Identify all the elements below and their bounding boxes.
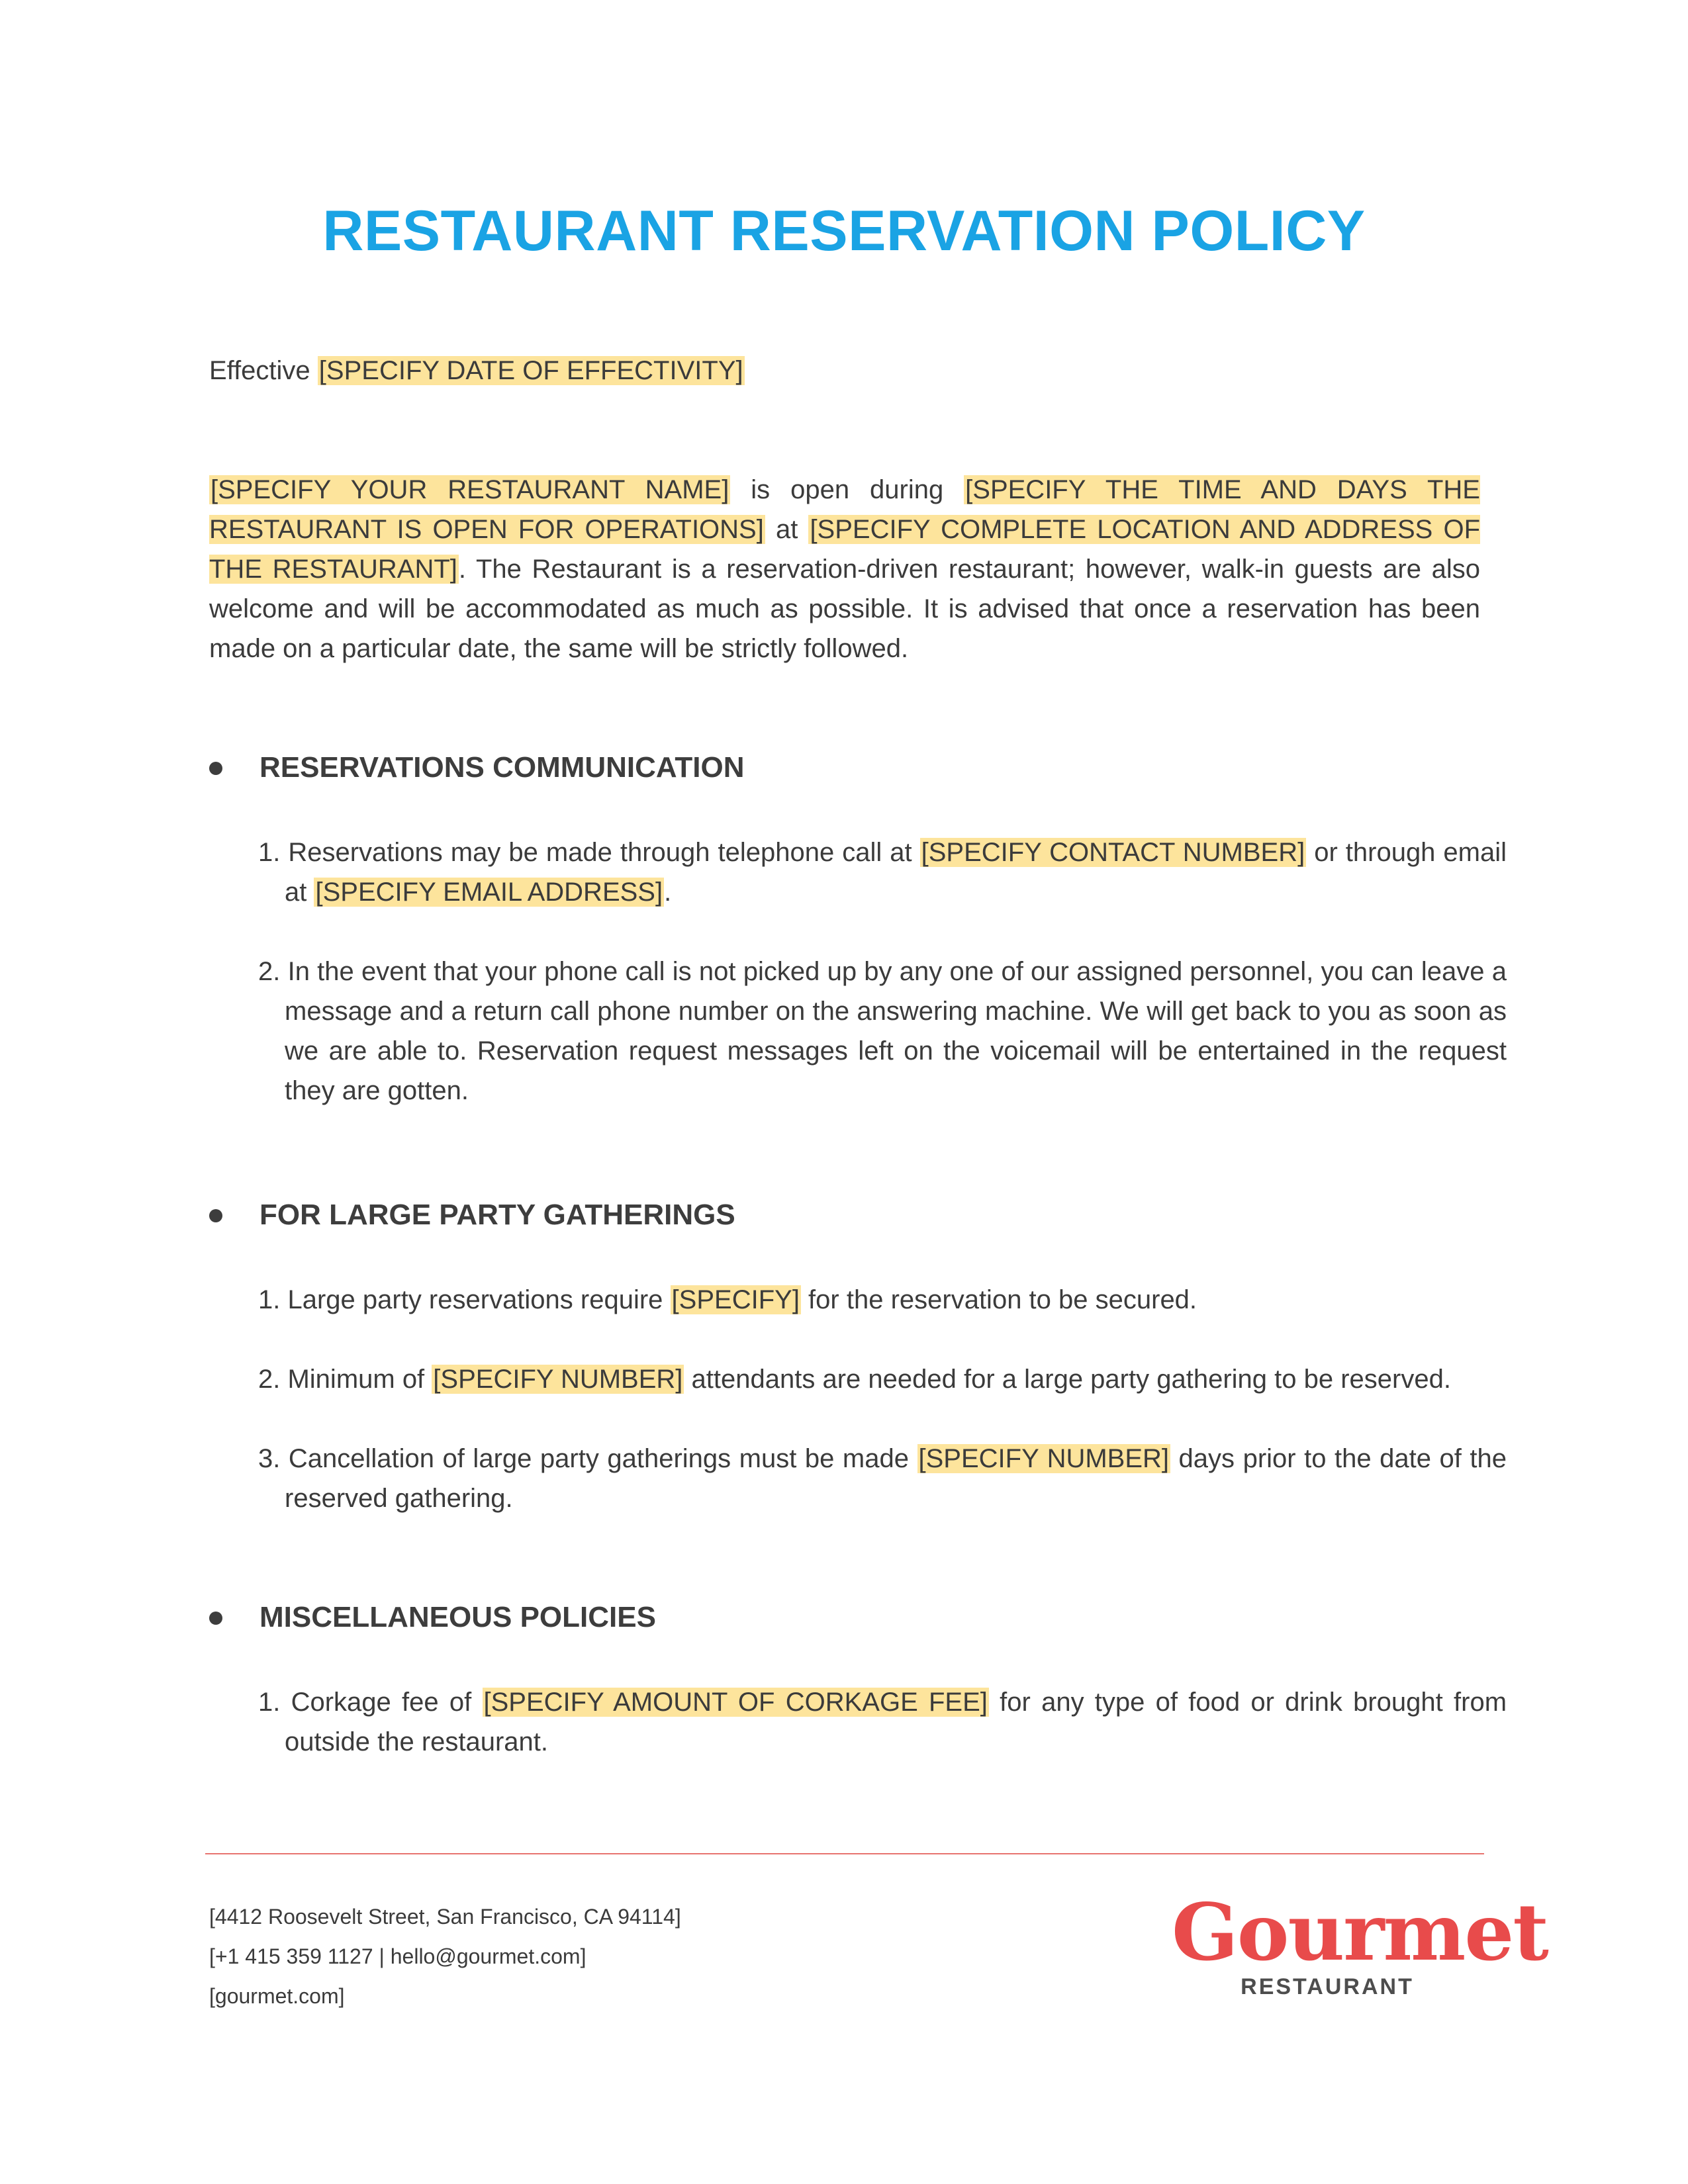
footer-contact-info — [209, 1897, 1004, 2016]
item-text: 1. Large party reservations require — [258, 1285, 671, 1314]
effective-date-placeholder: [SPECIFY DATE OF EFFECTIVITY] — [318, 356, 743, 385]
intro-text: at — [765, 515, 809, 544]
logo-subtitle: RESTAURANT — [1241, 1974, 1414, 1999]
item-text: for the reservation to be secured. — [800, 1285, 1197, 1314]
section-miscellaneous-policies — [209, 1598, 1507, 1762]
footer-contact: [+1 415 359 1127 | hello@gourmet.com] — [209, 1944, 586, 1968]
intro-text: . The Restaurant is a reservation-driven restaurant; however, walk-in guests are also welcome and will be accommodated as much as possible. It is advised that once a reservation has been made on a particular date, the same will be strictly followed. — [209, 555, 1480, 663]
list-item — [258, 1439, 1507, 1518]
section-heading-label: FOR LARGE PARTY GATHERINGS — [259, 1199, 735, 1231]
footer-address: [4412 Roosevelt Street, San Francisco, CA 94114] — [209, 1905, 681, 1929]
minimum-number-placeholder: [SPECIFY NUMBER] — [433, 1365, 683, 1394]
item-text: or through email at — [285, 838, 1507, 907]
list-item — [258, 1280, 1507, 1320]
gourmet-logo — [1172, 1886, 1548, 2009]
list-item — [258, 1359, 1507, 1399]
intro-paragraph — [209, 470, 1480, 668]
bullet-icon — [209, 1209, 222, 1222]
section-reservations-communication — [209, 748, 1507, 1111]
item-text: attendants are needed for a large party gathering to be reserved. — [684, 1365, 1451, 1394]
bullet-icon — [209, 1612, 222, 1625]
list-item — [258, 833, 1507, 912]
logo-wordmark: Gourmet — [1172, 1886, 1548, 1978]
item-text: 1. Reservations may be made through telephone call at — [258, 838, 920, 867]
requirement-placeholder: [SPECIFY] — [671, 1285, 800, 1314]
corkage-fee-placeholder: [SPECIFY AMOUNT OF CORKAGE FEE] — [483, 1688, 988, 1717]
section-heading-label: RESERVATIONS COMMUNICATION — [259, 751, 745, 784]
section-heading — [209, 1598, 1480, 1637]
section-large-party-gatherings — [209, 1195, 1507, 1518]
section-heading — [209, 1195, 1480, 1235]
effective-label: Effective — [209, 356, 318, 385]
list-item — [258, 952, 1507, 1111]
intro-text: is open during — [730, 475, 964, 504]
bullet-icon — [209, 762, 222, 775]
effective-date-line — [209, 351, 1480, 390]
section-heading-label: MISCELLANEOUS POLICIES — [259, 1601, 656, 1633]
location-placeholder: [SPECIFY COMPLETE LOCATION AND ADDRESS OF THE RESTAURANT] — [209, 515, 1481, 584]
item-text: 2. Minimum of — [258, 1365, 432, 1394]
cancellation-days-placeholder: [SPECIFY NUMBER] — [918, 1444, 1170, 1473]
section-heading — [209, 748, 1480, 788]
item-text: days prior to the date of the reserved gathering. — [285, 1444, 1507, 1513]
footer-divider — [205, 1853, 1484, 1854]
operating-hours-placeholder: [SPECIFY THE TIME AND DAYS THE RESTAURANT IS OPEN FOR OPERATIONS] — [209, 475, 1480, 544]
email-address-placeholder: [SPECIFY EMAIL ADDRESS] — [315, 878, 663, 907]
restaurant-name-placeholder: [SPECIFY YOUR RESTAURANT NAME] — [211, 475, 729, 504]
item-text: 3. Cancellation of large party gatherings must be made — [258, 1444, 917, 1473]
item-text: for any type of food or drink brought from outside the restaurant. — [285, 1688, 1507, 1756]
item-text: 2. In the event that your phone call is not picked up by any one of our assigned personnel, you can leave a message and a return call phone number on the answering machine. We will get back to you as soon as we are able to. Reservation request messages left on the voicemail will be entertained in the request they are gotten. — [258, 957, 1507, 1105]
footer-website: [gourmet.com] — [209, 1984, 345, 2008]
item-text: . — [664, 878, 672, 907]
contact-number-placeholder: [SPECIFY CONTACT NUMBER] — [921, 838, 1305, 867]
list-item — [258, 1682, 1507, 1762]
item-text: 1. Corkage fee of — [258, 1688, 483, 1717]
document-title: RESTAURANT RESERVATION POLICY — [322, 199, 1366, 263]
